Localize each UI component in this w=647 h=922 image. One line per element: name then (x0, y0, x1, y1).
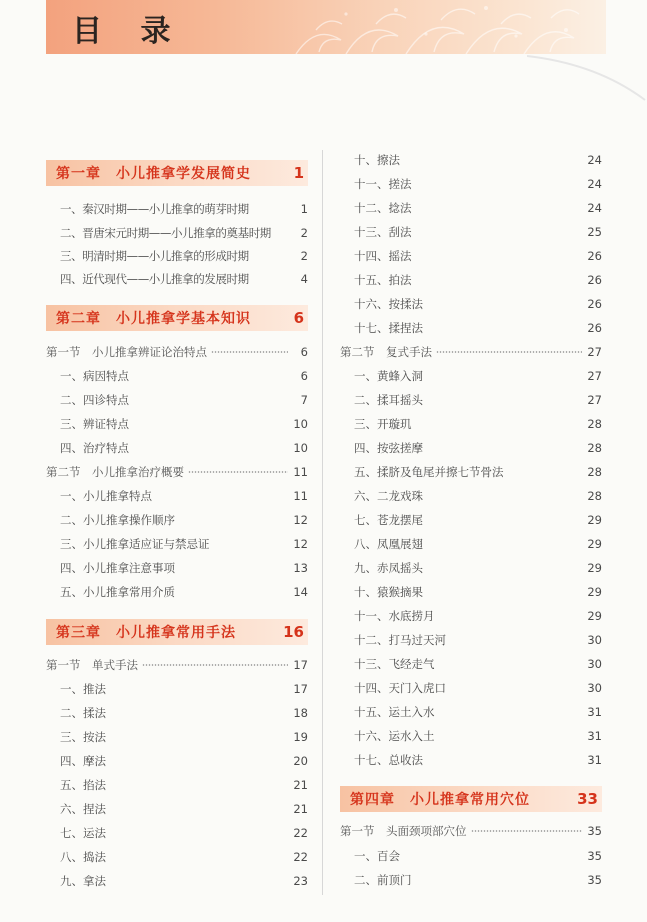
entry-title: 十六、运水入土 (354, 729, 435, 743)
entry-page-number: 21 (293, 802, 308, 816)
entry-title: 二、小儿推拿操作顺序 (60, 513, 175, 527)
entry-page-number: 28 (587, 489, 602, 503)
entry-title: 二、揉法 (60, 706, 106, 720)
entry-title: 一、病因特点 (60, 369, 129, 383)
toc-entry[interactable] (46, 391, 308, 409)
page-title: 目 录 (72, 14, 185, 49)
toc-entry[interactable] (340, 439, 602, 457)
entry-page-number: 11 (293, 465, 308, 479)
entry-page-number: 26 (587, 321, 602, 335)
entry-page-number: 2 (300, 226, 308, 240)
entry-page-number: 12 (293, 513, 308, 527)
header-banner (46, 0, 606, 54)
entry-page-number: 27 (587, 393, 602, 407)
entry-title: 十三、刮法 (354, 225, 412, 239)
toc-entry[interactable] (340, 535, 602, 553)
entry-title: 十一、水底捞月 (354, 609, 435, 623)
entry-title: 八、凤凰展翅 (354, 537, 423, 551)
entry-page-number: 26 (587, 249, 602, 263)
entry-page-number: 28 (587, 417, 602, 431)
toc-entry[interactable] (340, 415, 602, 433)
entry-title: 三、辨证特点 (60, 417, 129, 431)
toc-section-entry[interactable] (340, 343, 602, 361)
entry-page-number: 29 (587, 513, 602, 527)
entry-title: 十四、天门入虎口 (354, 681, 446, 695)
entry-page-number: 23 (293, 874, 308, 888)
chapter-title: 第一章 小儿推拿学发展简史 (56, 166, 251, 182)
entry-title: 第一节 小儿推拿辨证论治特点 (46, 345, 207, 359)
chapter-page-number: 16 (283, 623, 304, 641)
entry-page-number: 22 (293, 850, 308, 864)
dot-leader (211, 351, 288, 353)
toc-entry[interactable] (340, 751, 602, 769)
entry-page-number: 35 (587, 849, 602, 863)
toc-entry[interactable] (46, 415, 308, 433)
toc-section-entry[interactable] (46, 343, 308, 361)
entry-page-number: 31 (587, 753, 602, 767)
entry-page-number: 20 (293, 754, 308, 768)
entry-page-number: 25 (587, 225, 602, 239)
entry-title: 九、拿法 (60, 874, 106, 888)
entry-page-number: 4 (300, 272, 308, 286)
entry-title: 五、小儿推拿常用介质 (60, 585, 175, 599)
toc-entry[interactable] (46, 704, 308, 722)
toc-entry[interactable] (340, 703, 602, 721)
entry-page-number: 29 (587, 561, 602, 575)
entry-page-number: 24 (587, 177, 602, 191)
entry-title: 四、治疗特点 (60, 441, 129, 455)
toc-chapter-heading[interactable] (46, 619, 308, 645)
toc-entry[interactable] (340, 391, 602, 409)
entry-title: 第一节 头面颈项部穴位 (340, 824, 467, 838)
entry-page-number: 30 (587, 681, 602, 695)
toc-entry[interactable] (46, 487, 308, 505)
toc-entry[interactable] (46, 728, 308, 746)
entry-page-number: 6 (300, 369, 308, 383)
entry-title: 十、猿猴摘果 (354, 585, 423, 599)
toc-entry[interactable] (46, 776, 308, 794)
entry-page-number: 28 (587, 465, 602, 479)
toc-section-entry[interactable] (46, 463, 308, 481)
entry-page-number: 11 (293, 489, 308, 503)
entry-page-number: 2 (300, 249, 308, 263)
entry-title: 十二、捻法 (354, 201, 412, 215)
entry-title: 一、秦汉时期——小儿推拿的萌芽时期 (60, 202, 249, 216)
entry-page-number: 31 (587, 705, 602, 719)
entry-page-number: 18 (293, 706, 308, 720)
toc-entry[interactable] (340, 295, 602, 313)
toc-entry[interactable] (340, 655, 602, 673)
entry-title: 七、运法 (60, 826, 106, 840)
entry-title: 一、百会 (354, 849, 400, 863)
entry-page-number: 17 (293, 658, 308, 672)
toc-entry[interactable] (340, 271, 602, 289)
toc-entry[interactable] (46, 848, 308, 866)
toc-entry[interactable] (340, 223, 602, 241)
entry-page-number: 26 (587, 273, 602, 287)
toc-entry[interactable] (46, 511, 308, 529)
toc-section-entry[interactable] (340, 822, 602, 840)
toc-entry[interactable] (340, 631, 602, 649)
chapter-title: 第二章 小儿推拿学基本知识 (56, 311, 251, 327)
entry-title: 第二节 复式手法 (340, 345, 432, 359)
entry-title: 二、揉耳摇头 (354, 393, 423, 407)
toc-chapter-heading[interactable] (46, 160, 308, 186)
entry-title: 七、苍龙摆尾 (354, 513, 423, 527)
toc-entry[interactable] (46, 224, 308, 242)
toc-entry[interactable] (46, 800, 308, 818)
entry-page-number: 30 (587, 633, 602, 647)
toc-entry[interactable] (340, 847, 602, 865)
toc-chapter-heading[interactable] (340, 786, 602, 812)
entry-page-number: 10 (293, 417, 308, 431)
entry-title: 三、小儿推拿适应证与禁忌证 (60, 537, 210, 551)
entry-page-number: 29 (587, 609, 602, 623)
toc-entry[interactable] (340, 679, 602, 697)
entry-title: 十七、揉捏法 (354, 321, 423, 335)
entry-page-number: 10 (293, 441, 308, 455)
entry-page-number: 22 (293, 826, 308, 840)
chapter-page-number: 6 (293, 309, 304, 327)
entry-title: 四、近代现代——小儿推拿的发展时期 (60, 272, 249, 286)
entry-title: 十六、按揉法 (354, 297, 423, 311)
entry-title: 第二节 小儿推拿治疗概要 (46, 465, 184, 479)
entry-page-number: 1 (300, 202, 308, 216)
toc-entry[interactable] (340, 727, 602, 745)
entry-title: 四、小儿推拿注意事项 (60, 561, 175, 575)
entry-title: 五、掐法 (60, 778, 106, 792)
toc-entry[interactable] (340, 247, 602, 265)
chapter-page-number: 33 (577, 790, 598, 808)
entry-title: 三、明清时期——小儿推拿的形成时期 (60, 249, 249, 263)
toc-entry[interactable] (46, 872, 308, 890)
toc-entry[interactable] (340, 487, 602, 505)
dot-leader (142, 664, 288, 666)
entry-page-number: 29 (587, 585, 602, 599)
toc-entry[interactable] (46, 247, 308, 265)
entry-title: 九、赤凤摇头 (354, 561, 423, 575)
toc-entry[interactable] (340, 463, 602, 481)
chapter-page-number: 1 (293, 164, 304, 182)
entry-page-number: 35 (587, 873, 602, 887)
toc-entry[interactable] (46, 824, 308, 842)
entry-page-number: 21 (293, 778, 308, 792)
entry-page-number: 31 (587, 729, 602, 743)
entry-page-number: 12 (293, 537, 308, 551)
entry-title: 一、黄蜂入洞 (354, 369, 423, 383)
toc-entry[interactable] (340, 199, 602, 217)
entry-page-number: 29 (587, 537, 602, 551)
toc-entry[interactable] (340, 175, 602, 193)
entry-title: 十、擦法 (354, 153, 400, 167)
entry-title: 第一节 单式手法 (46, 658, 138, 672)
swoosh-decoration (527, 54, 647, 104)
entry-title: 六、二龙戏珠 (354, 489, 423, 503)
toc-entry[interactable] (340, 583, 602, 601)
entry-title: 十五、拍法 (354, 273, 412, 287)
entry-title: 八、捣法 (60, 850, 106, 864)
toc-entry[interactable] (46, 535, 308, 553)
dot-leader (436, 351, 582, 353)
entry-page-number: 24 (587, 153, 602, 167)
toc-entry[interactable] (46, 367, 308, 385)
toc-entry[interactable] (340, 559, 602, 577)
entry-page-number: 7 (300, 393, 308, 407)
toc-entry[interactable] (46, 559, 308, 577)
entry-page-number: 27 (587, 369, 602, 383)
entry-page-number: 35 (587, 824, 602, 838)
chapter-title: 第三章 小儿推拿常用手法 (56, 625, 236, 641)
entry-page-number: 6 (300, 345, 308, 359)
entry-page-number: 14 (293, 585, 308, 599)
entry-title: 十五、运土入水 (354, 705, 435, 719)
dot-leader (471, 830, 583, 832)
chapter-title: 第四章 小儿推拿常用穴位 (350, 792, 530, 808)
entry-title: 十四、摇法 (354, 249, 412, 263)
toc-entry[interactable] (46, 583, 308, 601)
entry-title: 十一、搓法 (354, 177, 412, 191)
entry-page-number: 24 (587, 201, 602, 215)
toc-entry[interactable] (46, 752, 308, 770)
entry-title: 五、揉脐及龟尾并擦七节骨法 (354, 465, 504, 479)
toc-entry[interactable] (340, 871, 602, 889)
toc-entry[interactable] (340, 151, 602, 169)
entry-page-number: 27 (587, 345, 602, 359)
entry-title: 四、按弦搓摩 (354, 441, 423, 455)
toc-entry[interactable] (340, 319, 602, 337)
entry-title: 一、推法 (60, 682, 106, 696)
entry-page-number: 28 (587, 441, 602, 455)
entry-page-number: 30 (587, 657, 602, 671)
entry-title: 四、摩法 (60, 754, 106, 768)
entry-title: 六、捏法 (60, 802, 106, 816)
entry-title: 三、开璇玑 (354, 417, 412, 431)
toc-entry[interactable] (46, 439, 308, 457)
column-divider (322, 150, 323, 895)
entry-title: 三、按法 (60, 730, 106, 744)
entry-title: 十二、打马过天河 (354, 633, 446, 647)
entry-page-number: 17 (293, 682, 308, 696)
toc-entry[interactable] (46, 680, 308, 698)
entry-title: 十七、总收法 (354, 753, 423, 767)
toc-entry[interactable] (46, 200, 308, 218)
entry-page-number: 19 (293, 730, 308, 744)
entry-title: 二、四诊特点 (60, 393, 129, 407)
toc-section-entry[interactable] (46, 656, 308, 674)
toc-entry[interactable] (46, 270, 308, 288)
toc-entry[interactable] (340, 367, 602, 385)
toc-chapter-heading[interactable] (46, 305, 308, 331)
entry-title: 二、前顶门 (354, 873, 412, 887)
dot-leader (188, 471, 288, 473)
toc-entry[interactable] (340, 511, 602, 529)
entry-title: 十三、飞经走气 (354, 657, 435, 671)
entry-title: 一、小儿推拿特点 (60, 489, 152, 503)
toc-entry[interactable] (340, 607, 602, 625)
entry-page-number: 26 (587, 297, 602, 311)
entry-title: 二、晋唐宋元时期——小儿推拿的奠基时期 (60, 226, 271, 240)
entry-page-number: 13 (293, 561, 308, 575)
